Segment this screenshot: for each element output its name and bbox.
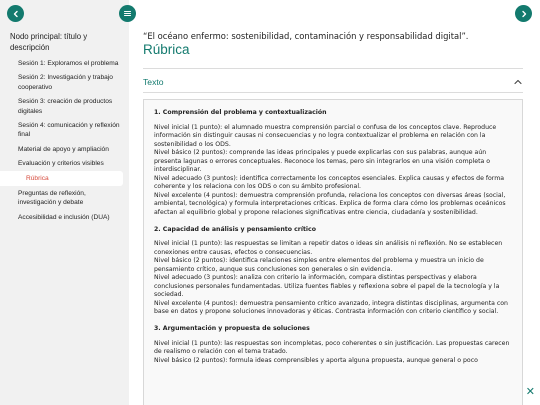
criterion-level: Nivel básico (2 puntos): formula ideas comprensibles y aporta alguna propuesta, aunque general o poco — [154, 356, 478, 364]
chevron-left-icon — [12, 10, 20, 18]
sidebar-item-9[interactable]: Accesibilidad e inclusión (DUA) — [18, 213, 110, 221]
sidebar-header-link[interactable]: Nodo principal: título y descripción — [10, 32, 88, 52]
page-heading: Rúbrica — [143, 42, 190, 57]
criterion-level: Nivel inicial (1 punto): las respuestas se limitan a repetir datos o ideas sin análisis ni reflexión. No se establecen conexiones entre causas, efectos o consecuencias. — [154, 240, 503, 256]
chevron-up-icon — [513, 78, 523, 86]
rubric-criterion — [154, 226, 512, 317]
criterion-level: Nivel adecuado (3 puntos): analiza con criterio la información, compara distintas perspectivas y elabora conclusiones personales fundamentadas. Utiliza fuentes fiables y reflexiona sobre el papel de la tecnología y la sociedad. — [154, 274, 500, 299]
criterion-level: Nivel básico (2 puntos): comprende las ideas principales y puede explicarlas con sus palabras, aunque aún presenta lagunas o errores conceptuales. Reconoce los temas, pero sin integrarlos en una visión completa o interdisciplinar. — [154, 149, 491, 174]
criterion-level: Nivel inicial (1 punto): las respuestas son incompletas, poco coherentes o sin justificación. Las propuestas carecen de realismo o relación con el tema tratado. — [154, 339, 510, 356]
criterion-level: Nivel excelente (4 puntos): demuestra comprensión profunda, relaciona los conceptos con diversas áreas (social, ambiental, tecnológica) y formula interpretaciones críticas. Explica de forma clara cómo los problemas oceánicos afectan al equilibrio global y propone relaciones significativas entre ciencia, ciudadanía y sostenibilidad. — [154, 191, 506, 217]
sidebar-navigation — [0, 0, 129, 405]
main-content — [129, 0, 540, 405]
criterion-title: 2. Capacidad de análisis y pensamiento crítico — [154, 225, 316, 233]
sidebar-item-2[interactable]: Sesión 2: Investigación y trabajo cooperativo — [18, 74, 113, 91]
criterion-title: 3. Argumentación y propuesta de soluciones — [154, 325, 310, 333]
sidebar-item-7[interactable]: Rúbrica — [0, 171, 123, 186]
rubric-criterion — [154, 109, 512, 218]
rubric-criterion — [154, 325, 512, 365]
criterion-level: Nivel básico (2 puntos): identifica relaciones simples entre elementos del problema y muestra un inicio de pensamiento crítico, aunque sus conclusiones son generales o sin evidencia. — [154, 257, 484, 273]
criterion-level: Nivel excelente (4 puntos): demuestra pensamiento crítico avanzado, integra distintas disciplinas, argumenta con base en datos y propone soluciones innovadoras y éticas. Contrasta información con criterio científico y social. — [154, 299, 508, 316]
sidebar-item-1[interactable]: Sesión 1: Exploramos el problema — [18, 60, 119, 67]
section-toggle-texto[interactable] — [143, 74, 523, 90]
section-divider — [143, 92, 523, 93]
section-toggle-label: Texto — [143, 77, 164, 87]
sidebar-item-4[interactable]: Sesión 4: comunicación y reflexión final — [18, 122, 120, 139]
section-divider — [143, 68, 523, 69]
sidebar-item-3[interactable]: Sesión 3: creación de productos digitales — [18, 98, 113, 115]
sidebar-list — [0, 59, 129, 222]
sidebar-item-5[interactable]: Material de apoyo y ampliación — [18, 145, 109, 153]
criterion-level: Nivel adecuado (3 puntos): identifica correctamente los conceptos esenciales. Explica causas y efectos de forma coherente y los relaciona con los ODS o con su ámbito profesional. — [154, 174, 505, 191]
criterion-title: 1. Comprensión del problema y contextualización — [154, 109, 327, 116]
page-title: “El océano enfermo: sostenibilidad, contaminación y responsabilidad digital”. — [143, 31, 469, 41]
criterion-level: Nivel inicial (1 punto): el alumnado muestra comprensión parcial o confusa de los conceptos clave. Reproduce información sin distinguir causas ni consecuencias y no logra contextualizar el problema en relación con la sostenibilidad o los ODS. — [154, 123, 497, 148]
sidebar-item-8[interactable]: Preguntas de reflexión, investigación y debate — [18, 190, 86, 207]
close-icon[interactable]: ✕ — [525, 386, 535, 398]
prev-page-button[interactable] — [7, 5, 24, 22]
sidebar-item-6[interactable]: Evaluación y criterios visibles — [18, 160, 104, 168]
rubric-content — [143, 99, 523, 405]
